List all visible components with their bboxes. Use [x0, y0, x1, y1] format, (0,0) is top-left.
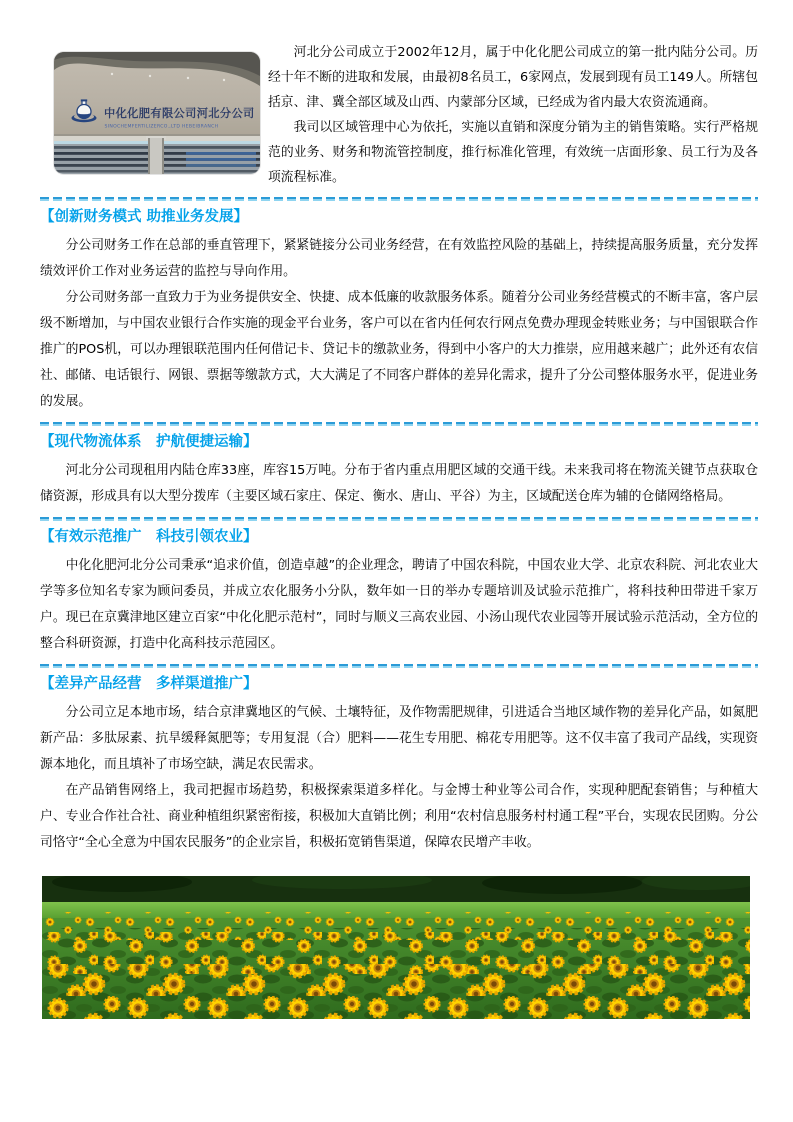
section-heading: 【现代物流体系 护航便捷运输】: [40, 434, 258, 450]
section-logistics: [40, 432, 758, 510]
shutter-grille: [54, 136, 260, 174]
section-finance: [40, 207, 758, 415]
intro-block: [40, 40, 758, 190]
sunflowers-near: [42, 964, 750, 1019]
sunflower-field-photo: [42, 876, 750, 1019]
intro-paragraph: 我司以区域管理中心为依托，实施以直销和深度分销为主的销售策略。实行严格规范的业务、财务和物流管控制度，推行标准化管理，有效统一店面形象、员工行为及各项流程标准。: [268, 120, 758, 185]
company-sign-image: [54, 52, 260, 174]
company-sign-photo: [54, 52, 260, 174]
intro-paragraph: 河北分公司成立于2002年12月，属于中化化肥公司成立的第一批内陆分公司。历经十年不断的进取和发展，由最初8名员工，6家网点，发展到现有员工149人。所辖包括京、津、冀全部区域及山西、内蒙部分区域，已经成为省内最大农资流通商。: [268, 45, 758, 110]
section-products: [40, 674, 758, 856]
section-paragraph: 中化化肥河北分公司秉承“追求价值，创造卓越”的企业理念，聘请了中国农科院，中国农业大学、北京农科院、河北农业大学等多位知名专家为顾问委员，并成立农化服务小分队，数年如一日的举办专题培训及试验示范推广，将科技种田带进千家万户。现已在京冀津地区建立百家“中化化肥示范村”，同时与顺义三高农业园、小汤山现代农业园等开展试验示范活动，全方位的整合科研资源，打造中化高科技示范园区。: [40, 558, 758, 651]
section-heading: 【差异产品经营 多样渠道推广】: [40, 676, 258, 692]
section-demonstration: [40, 527, 758, 657]
section-paragraph: 分公司财务部一直致力于为业务提供安全、快捷、成本低廉的收款服务体系。随着分公司业务经营模式的不断丰富，客户层级不断增加，与中国农业银行合作实施的现金平台业务，客户可以在省内任何农行网点免费办理现金转账业务；与中国银联合作推广的POS机，可以办理银联范围内任何借记卡、贷记卡的缴款业务，得到中小客户的大力推崇，应用越来越广；此外还有农信社、邮储、电话银行、网银、票据等缴款方式，大大满足了不同客户群体的差异化需求，提升了分公司整体服务水平，促进业务的发展。: [40, 290, 758, 409]
section-heading: 【创新财务模式 助推业务发展】: [40, 209, 249, 225]
section-heading: 【有效示范推广 科技引领农业】: [40, 529, 258, 545]
section-paragraph: 在产品销售网络上，我司把握市场趋势，积极探索渠道多样化。与金博士种业等公司合作，实现种肥配套销售；与种植大户、专业合作社合社、商业种植组织紧密衔接，积极加大直销比例；利用“农村信息服务村村通工程”平台，实现农民团购。分公司恪守“全心全意为中国农民服务”的企业宗旨，积极拓宽销售渠道，保障农民增产丰收。: [40, 783, 758, 850]
section-paragraph: 河北分公司现租用内陆仓库33座，库容15万吨。分布于省内重点用肥区域的交通干线。未来我司将在物流关键节点获取仓储资源，形成具有以大型分拨库（主要区域石家庄、保定、衡水、唐山、平谷）为主，区域配送仓库为辅的仓储网络格局。: [40, 463, 758, 504]
dashed-divider: [40, 664, 758, 668]
dashed-divider: [40, 517, 758, 521]
section-paragraph: 分公司财务工作在总部的垂直管理下，紧紧链接分公司业务经营，在有效监控风险的基础上，持续提高服务质量，充分发挥绩效评价工作对业务运营的监控与导向作用。: [40, 238, 758, 279]
section-paragraph: 分公司立足本地市场，结合京津冀地区的气候、土壤特征，及作物需肥规律，引进适合当地区域作物的差异化产品，如氮肥新产品：多肽尿素、抗旱缓释氮肥等；专用复混（合）肥料——花生专用肥、棉花专用肥等。这不仅丰富了我司产品线，实现资源本地化，而且填补了市场空缺，满足农民需求。: [40, 705, 758, 772]
sign-company-name: 中化化肥有限公司河北分公司: [104, 107, 255, 120]
dashed-divider: [40, 422, 758, 426]
sign-company-name-en: SINOCHEMFERTILIZERCO.,LTD HEBEIBRANCH: [104, 124, 219, 130]
intro-text-column: [268, 40, 758, 190]
dashed-divider: [40, 197, 758, 201]
